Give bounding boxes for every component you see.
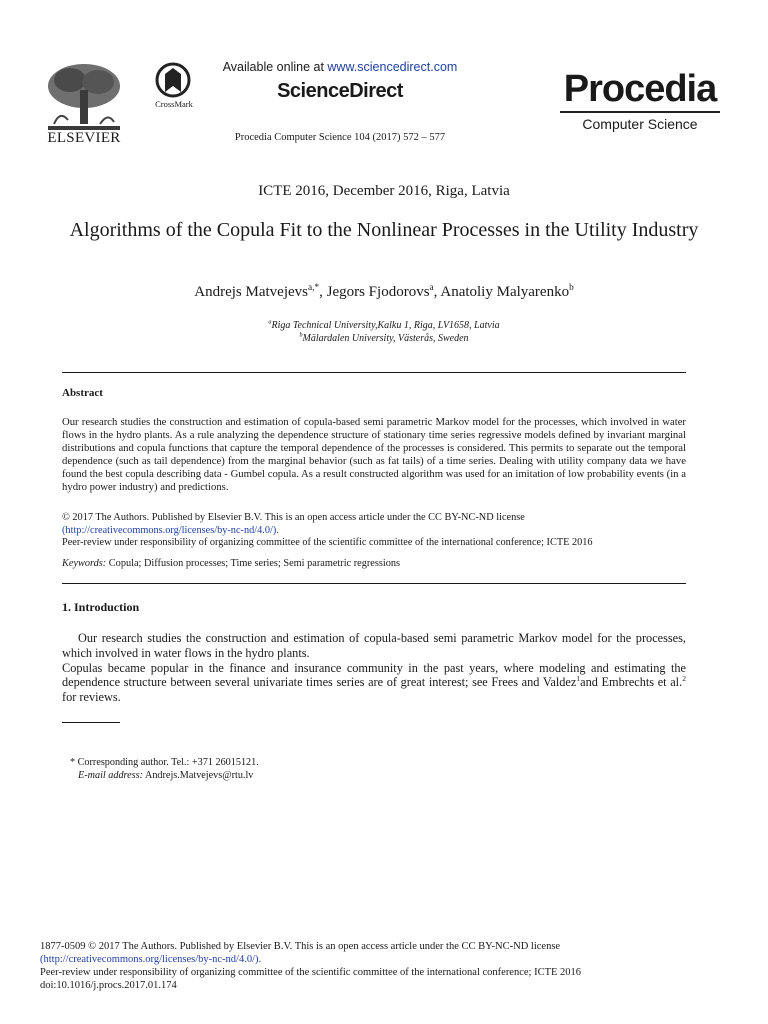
footer-peer-review: Peer-review under responsibility of organizing committee of the scientific committee of the international conference; ICTE 2016 <box>40 967 582 978</box>
citation-2[interactable]: 2 <box>682 674 686 684</box>
footnote <box>70 756 470 782</box>
available-prefix: Available online at <box>222 60 328 74</box>
page-footer <box>40 940 740 992</box>
intro-paragraph-2 <box>62 661 686 705</box>
corresponding-author: * Corresponding author. Tel.: +371 26015121. <box>70 757 259 768</box>
affiliation-a <box>0 320 768 331</box>
citation-1[interactable]: 1 <box>576 674 581 684</box>
email-label: E-mail address: <box>78 770 143 781</box>
procedia-wordmark: Procedia <box>563 68 717 110</box>
keywords-text: Copula; Diffusion processes; Time series; Semi parametric regressions <box>106 558 401 569</box>
procedia-subtitle: Computer Science <box>582 116 698 132</box>
author-name: Anatoliy Malyarenko <box>440 284 570 300</box>
sciencedirect-link[interactable]: www.sciencedirect.com <box>327 60 458 74</box>
abstract-copyright <box>62 512 686 550</box>
paper-title: Algorithms of the Copula Fit to the Nonlinear Processes in the Utility Industry <box>69 219 699 241</box>
intro-paragraph-2-text: for reviews. <box>62 690 121 705</box>
sciencedirect-wordmark: ScienceDirect <box>277 80 403 102</box>
author-separator: , <box>319 284 327 300</box>
affiliation-mark: b <box>299 331 303 339</box>
abstract-top-rule <box>62 372 686 373</box>
elsevier-wordmark: ELSEVIER <box>47 130 121 146</box>
section-heading-introduction: 1. Introduction <box>62 600 140 614</box>
keywords-line <box>62 558 686 569</box>
affiliation-text: Riga Technical University,Kalku 1, Riga, LV1658, Latvia <box>271 320 500 331</box>
footer-license-link[interactable]: (http://creativecommons.org/licenses/by-nc-nd/4.0/). <box>40 954 262 965</box>
footer-copyright: 1877-0509 © 2017 The Authors. Published by Elsevier B.V. This is an open access article under the CC BY-NC-ND license <box>40 941 561 952</box>
introduction-text <box>62 631 686 705</box>
keywords-label: Keywords: <box>62 558 107 569</box>
journal-reference: Procedia Computer Science 104 (2017) 572 – 577 <box>234 132 446 143</box>
affiliation-mark: a <box>268 318 272 326</box>
author-affiliation-mark: a,* <box>308 283 320 293</box>
author-name: Andrejs Matvejevs <box>194 284 308 300</box>
footer-doi[interactable]: doi:10.1016/j.procs.2017.01.174 <box>40 980 177 991</box>
peer-review-line: Peer-review under responsibility of organizing committee of the scientific committee of the international conference; ICTE 2016 <box>62 537 593 549</box>
author-name: Jegors Fjodorovs <box>326 284 430 300</box>
email-address[interactable]: Andrejs.Matvejevs@rtu.lv <box>143 770 254 781</box>
author-affiliation-mark: a <box>429 283 434 293</box>
copyright-line: © 2017 The Authors. Published by Elsevier B.V. This is an open access article under the CC BY-NC-ND license <box>62 512 525 523</box>
author-list <box>0 284 768 301</box>
intro-paragraph-2-text: and Embrechts et al. <box>580 675 683 690</box>
affiliation-text: Mälardalen University, Västerås, Sweden <box>302 333 469 344</box>
abstract-text: Our research studies the construction and estimation of copula-based semi parametric Markov model for the processes, which involved in water flows in the hydro plants. As a rule analyzing the dependence structure of stationary time series regressive models defined by invariant marginal distributions and copula functions that capture the temporal dependence of the processes is considered. This permits to separate out the temporal dependence (such as tail dependence) from the marginal behavior (such as fat tails) of a time series. Dealing with utility company data we have found the best copula describing data - Gumbel copula. As a result constructed algorithm was used for an imitation of low probability events (in a hydro power industry) and predictions. <box>62 416 686 493</box>
available-online-line <box>200 60 480 74</box>
affiliation-b <box>0 333 768 344</box>
intro-paragraph-2-text: Copulas became popular in the finance and insurance community in the past years, where modeling and estimating the dependence structure between several univariate times series are of great interest; see Frees and Valdez <box>62 660 686 690</box>
footnote-rule <box>62 722 120 723</box>
procedia-divider <box>560 111 720 113</box>
conference-line: ICTE 2016, December 2016, Riga, Latvia <box>258 183 510 199</box>
intro-paragraph-1: Our research studies the construction and estimation of copula-based semi parametric Markov model for the processes, which involved in water flows in the hydro plants. <box>62 631 686 660</box>
abstract-heading: Abstract <box>62 387 103 399</box>
license-link[interactable]: (http://creativecommons.org/licenses/by-nc-nd/4.0/). <box>62 524 279 536</box>
author-separator: , <box>433 284 441 300</box>
abstract-bottom-rule <box>62 583 686 584</box>
crossmark-label: CrossMark <box>155 99 193 109</box>
author-affiliation-mark: b <box>569 283 574 293</box>
